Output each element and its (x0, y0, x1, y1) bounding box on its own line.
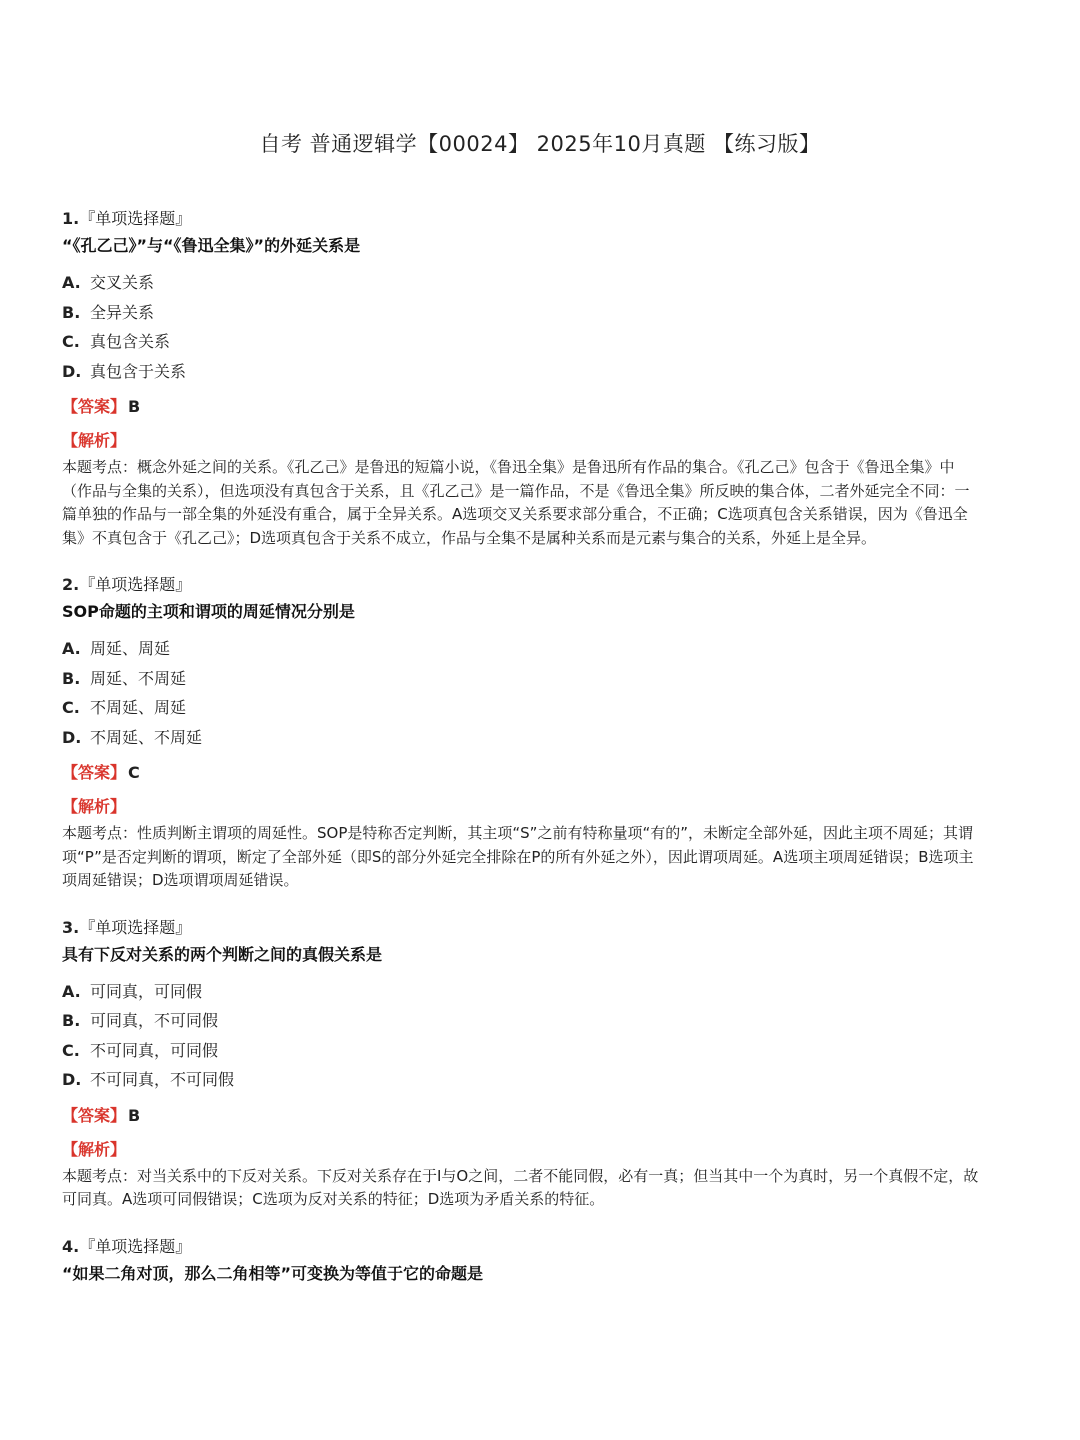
question-type: 『单项选择题』 (79, 917, 192, 937)
question-type: 『单项选择题』 (79, 1236, 192, 1256)
question-stem: 具有下反对关系的两个判断之间的真假关系是 (62, 944, 383, 964)
analysis-text: 本题考点：对当关系中的下反对关系。下反对关系存在于I与O之间，二者不能同假，必有一真；但当其中一个为真时，另一个真假不定，故可同真。A选项可同假错误；C选项为反对关系的特征；D选项为矛盾关系的特征。 (62, 1166, 979, 1208)
answer-line (62, 1105, 982, 1127)
option-text: 不周延、不周延 (90, 727, 203, 747)
question-4 (62, 1236, 982, 1286)
question-number: 3. (62, 917, 80, 937)
question-3 (62, 917, 982, 1212)
question-stem: “如果二角对顶，那么二角相等”可变换为等值于它的命题是 (62, 1263, 484, 1283)
question-stem: SOP命题的主项和谓项的周延情况分别是 (62, 602, 355, 621)
option-letter: A. (62, 639, 81, 658)
option-list (62, 268, 982, 386)
option-text: 可同真，可同假 (90, 981, 203, 1001)
option-text: 真包含关系 (90, 332, 171, 351)
question-number: 1. (62, 209, 80, 228)
option-text: 不可同真，不可同假 (90, 1070, 235, 1089)
answer-tag: 【答案】 (62, 763, 127, 782)
question-header (62, 208, 982, 230)
option-text: 可同真，不可同假 (90, 1011, 219, 1030)
question-type: 『单项选择题』 (79, 575, 192, 594)
option-d (62, 1065, 982, 1095)
option-text: 周延、周延 (90, 639, 171, 658)
option-a (62, 977, 982, 1007)
analysis-text: 本题考点：概念外延之间的关系。《孔乙己》是鲁迅的短篇小说，《鲁迅全集》是鲁迅所有作品的集合。《孔乙己》包含于《鲁迅全集》中（作品与全集的关系），但选项没有真包含于关系，且《孔乙己》是一篇作品，不是《鲁迅全集》所反映的集合体，二者外延完全不同：一篇单独的作品与一部全集的外延没有重合，属于全异关系。A选项交叉关系要求部分重合，不正确；C选项真包含关系错误，因为《鲁迅全集》不真包含于《孔乙己》；D选项真包含于关系不成立，作品与全集不是属种关系而是元素与集合的关系，外延上是全异。 (62, 458, 970, 547)
option-letter: A. (62, 981, 81, 1001)
answer-line (62, 762, 982, 784)
analysis-tag: 【解析】 (62, 431, 127, 450)
option-b (62, 1006, 982, 1036)
option-text: 不可同真，可同假 (90, 1040, 219, 1060)
option-text: 真包含于关系 (90, 361, 187, 381)
answer-value: B (128, 1105, 141, 1125)
question-stem: “《孔乙己》”与“《鲁迅全集》”的外延关系是 (62, 236, 361, 255)
option-letter: C. (62, 332, 80, 351)
option-c (62, 1036, 982, 1066)
analysis-tag: 【解析】 (62, 1139, 127, 1159)
question-2 (62, 574, 982, 893)
option-text: 不周延、周延 (90, 698, 187, 717)
option-list (62, 977, 982, 1095)
option-b (62, 298, 982, 328)
option-letter: D. (62, 361, 82, 381)
option-list (62, 634, 982, 752)
option-b (62, 664, 982, 694)
answer-value: C (128, 763, 140, 782)
option-d (62, 357, 982, 387)
answer-line (62, 396, 982, 418)
question-header (62, 1236, 982, 1258)
question-header (62, 574, 982, 596)
option-letter: B. (62, 302, 81, 322)
option-d (62, 723, 982, 753)
question-list (62, 208, 982, 1310)
answer-tag: 【答案】 (62, 397, 127, 416)
option-text: 全异关系 (90, 302, 155, 322)
option-text: 交叉关系 (90, 273, 155, 292)
question-1 (62, 208, 982, 550)
option-letter: C. (62, 698, 80, 717)
option-a (62, 634, 982, 664)
option-letter: B. (62, 668, 81, 688)
option-letter: D. (62, 727, 82, 747)
question-number: 4. (62, 1236, 80, 1256)
question-number: 2. (62, 575, 80, 594)
option-c (62, 327, 982, 357)
option-letter: B. (62, 1011, 81, 1030)
option-text: 周延、不周延 (90, 668, 187, 688)
option-letter: C. (62, 1040, 80, 1060)
question-header (62, 917, 982, 939)
answer-value: B (128, 397, 141, 416)
option-letter: D. (62, 1070, 82, 1089)
option-c (62, 693, 982, 723)
analysis-tag: 【解析】 (62, 797, 127, 816)
question-type: 『单项选择题』 (79, 209, 192, 228)
option-letter: A. (62, 273, 81, 292)
answer-tag: 【答案】 (62, 1105, 127, 1125)
document-title: 自考 普通逻辑学【00024】 2025年10月真题 【练习版】 (259, 132, 821, 156)
option-a (62, 268, 982, 298)
analysis-text: 本题考点：性质判断主谓项的周延性。SOP是特称否定判断，其主项“S”之前有特称量项“有的”，未断定全部外延，因此主项不周延；其谓项“P”是否定判断的谓项，断定了全部外延（即S的部分外延完全排除在P的所有外延之外），因此谓项周延。A选项主项周延错误；B选项主项周延错误；D选项谓项周延错误。 (62, 824, 974, 889)
